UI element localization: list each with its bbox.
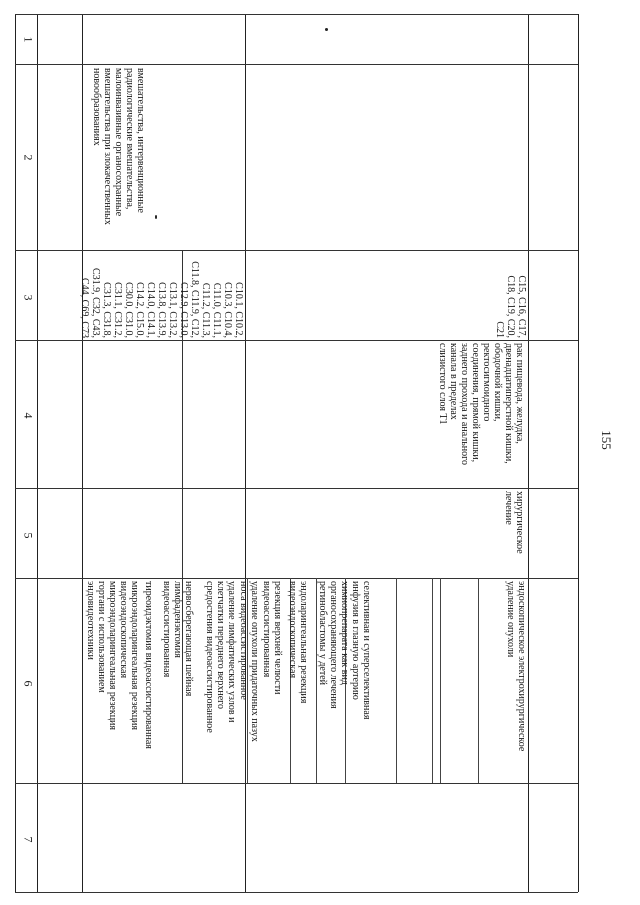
method-8: эндоларингеальная резекция видеоэндоскопическая [287, 581, 309, 704]
codes-group-a: C10.1, C10.2, C10.3, C10.4, C11.0, C11.1, C11.2, C11.3, C11.8, C11.9, C12, C12.9, C13.0, C13.1, C13.2, C13.8, C13.9, C14.0, C14.1, C14.2, C15.0, C30.0, C31.0, C31.1, C31.2, C31.3, C31.8, C31.9, C32, C43, C44, C69, C73 [79, 261, 244, 338]
method-4: нервосберегающая шейная лимфаденэктомия видеоассистированная [161, 581, 194, 697]
scan-speck [155, 215, 157, 219]
method-1: микроэндоларингеальная резекция гортани с использованием эндовидеотехники [85, 581, 118, 730]
header-col-4: 4 [21, 412, 36, 419]
header-col-7: 7 [21, 836, 36, 843]
method-group-b: эндоскопическое электрохирургическое удаление опухоли [505, 581, 527, 752]
method-6: удаление опухоли придаточных пазух носа видеоассистированное [238, 581, 260, 742]
method-2: микроэндоларингеальная резекция видеоэндоскопическая [118, 581, 140, 730]
header-col-1: 1 [21, 36, 36, 43]
header-col-5: 5 [21, 532, 36, 539]
header-col-3: 3 [21, 294, 36, 301]
method-3: тиреоидэктомия видеоассистированная [143, 581, 154, 749]
header-col-6: 6 [21, 680, 36, 687]
method-7: резекция верхней челюсти видеоассистированная [261, 581, 283, 695]
codes-group-b: C15, C16, C17, C18, C19, C20, C21 [494, 275, 527, 338]
method-5: удаление лимфатических узлов и клетчатки переднего верхнего средостения видеоассистированное [204, 581, 237, 733]
page-number: 155 [599, 430, 614, 450]
diagnosis-group-b: рак пищевода, желудка, двенадцатиперстной кишки, ободочной кишки, ректосигмоидного соединения, прямой кишки, заднего прохода и анального канала в пределах слизистого слоя T1 [437, 343, 525, 466]
scan-speck [325, 28, 328, 31]
method-9: селективная и суперселективная инфузия в глазную артерию химиопрепарата как вид органосохраняющего лечения ретинобластомы у детей [317, 581, 372, 720]
treatment-group-b: хирургическое лечение [503, 491, 525, 554]
header-col-2: 2 [21, 154, 36, 161]
condition-text: вмешательства, интервенционные радиологические вмешательства, малоинвазивные органосохранные вмешательства при злокачественных новообразованиях [91, 68, 146, 225]
